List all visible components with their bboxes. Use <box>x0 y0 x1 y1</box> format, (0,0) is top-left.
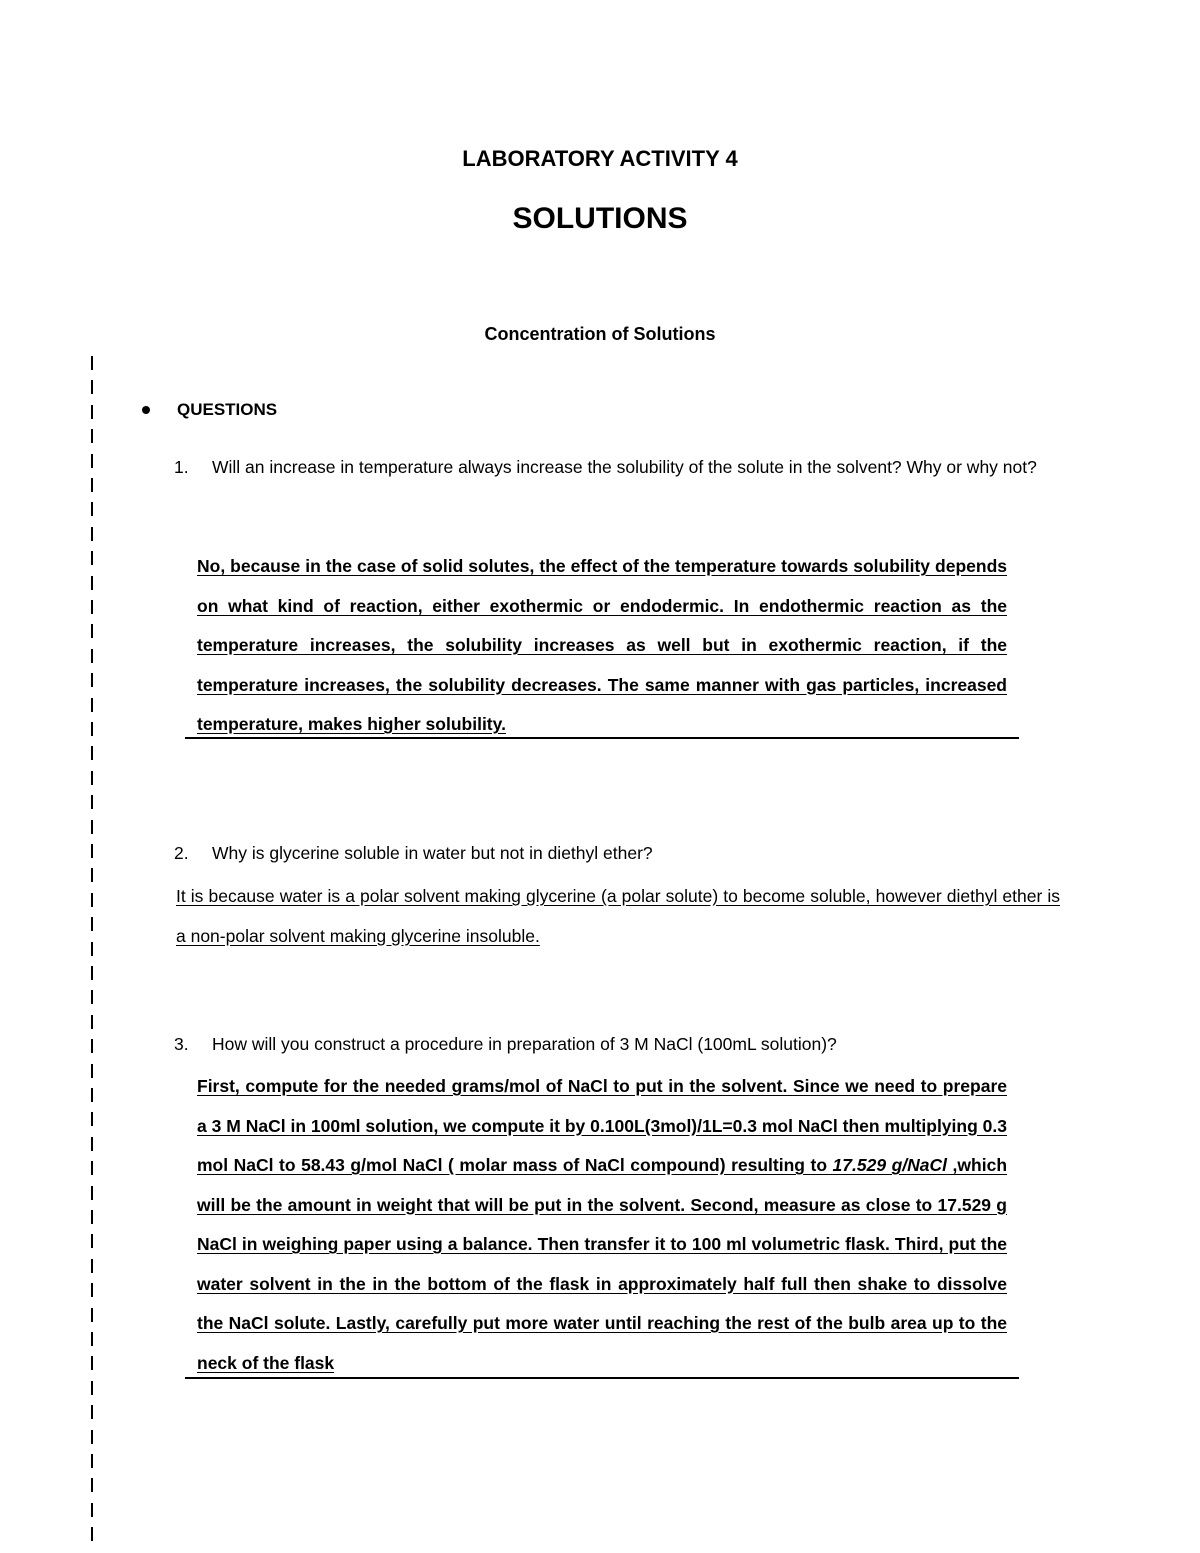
question-text: How will you construct a procedure in preparation of 3 M NaCl (100mL solution)? <box>212 1034 837 1054</box>
change-bar-mark <box>91 1308 93 1322</box>
change-bar-mark <box>91 990 93 1004</box>
revision-change-bar <box>89 356 95 1546</box>
change-bar-mark <box>91 844 93 858</box>
change-bar-mark <box>91 1088 93 1102</box>
change-bar-mark <box>91 454 93 468</box>
answer-underline-rule <box>185 737 1019 739</box>
question-3 <box>174 1030 1064 1058</box>
change-bar-mark <box>91 942 93 956</box>
change-bar-mark <box>91 1015 93 1029</box>
answer-text <box>197 1067 1007 1383</box>
question-number: 2. <box>174 843 189 863</box>
change-bar-mark <box>91 600 93 614</box>
answer-underline-rule <box>185 1377 1019 1379</box>
change-bar-mark <box>91 893 93 907</box>
change-bar-mark <box>91 576 93 590</box>
question-2 <box>174 839 1064 867</box>
bullet-icon <box>142 406 150 414</box>
change-bar-mark <box>91 1259 93 1273</box>
answer-text-part: First, compute for the needed grams/mol of NaCl to put in the solvent. Since we need to prepare a 3 M NaCl in 100ml solution, we compute it by 0.100L(3mol)/1L=0.3 mol NaCl then multiplying 0.3 mol NaCl to 58.43 g/mol NaCl ( molar mass of NaCl compound) resulting to <box>197 1076 1007 1175</box>
answer-emphasis: 17.529 g/NaCl <box>832 1155 948 1175</box>
change-bar-mark <box>91 868 93 882</box>
change-bar-mark <box>91 1064 93 1078</box>
change-bar-mark <box>91 1381 93 1395</box>
change-bar-mark <box>91 1356 93 1370</box>
change-bar-mark <box>91 380 93 394</box>
answer-2 <box>176 877 1060 956</box>
change-bar-mark <box>91 1527 93 1541</box>
change-bar-mark <box>91 1405 93 1419</box>
change-bar-mark <box>91 405 93 419</box>
change-bar-mark <box>91 1186 93 1200</box>
change-bar-mark <box>91 429 93 443</box>
section-subtitle: Concentration of Solutions <box>484 324 716 344</box>
question-number: 3. <box>174 1034 189 1054</box>
change-bar-mark <box>91 356 93 370</box>
question-number: 1. <box>174 457 189 477</box>
change-bar-mark <box>91 502 93 516</box>
change-bar-mark <box>91 1112 93 1126</box>
change-bar-mark <box>91 1478 93 1492</box>
questions-heading-label: QUESTIONS <box>177 400 278 419</box>
change-bar-mark <box>91 1503 93 1517</box>
answer-text: No, because in the case of solid solutes, the effect of the temperature towards solubility depends on what kind of reaction, either exothermic or endodermic. In endothermic reaction as the temperature increases, the solubility increases as well but in exothermic reaction, if the temperature increases, the solubility decreases. The same manner with gas particles, increased temperature, makes higher solubility. <box>197 556 1007 734</box>
change-bar-mark <box>91 1234 93 1248</box>
change-bar-mark <box>91 1430 93 1444</box>
lab-activity-title: LABORATORY ACTIVITY 4 <box>462 146 738 171</box>
change-bar-mark <box>91 1332 93 1346</box>
change-bar-mark <box>91 1210 93 1224</box>
change-bar-mark <box>91 1137 93 1151</box>
answer-1 <box>197 547 1007 745</box>
change-bar-mark <box>91 478 93 492</box>
change-bar-mark <box>91 1039 93 1053</box>
question-text: Why is glycerine soluble in water but not in diethyl ether? <box>212 843 653 863</box>
change-bar-mark <box>91 624 93 638</box>
change-bar-mark <box>91 820 93 834</box>
change-bar-mark <box>91 746 93 760</box>
question-1 <box>174 453 1064 481</box>
change-bar-mark <box>91 1454 93 1468</box>
answer-text-part: ,which will be the amount in weight that will be put in the solvent. Second, measure as close to 17.529 g NaCl in weighing paper using a balance. Then transfer it to 100 ml volumetric flask. Third, put the water solvent in the in the bottom of the flask in approximately half full then shake to dissolve the NaCl solute. Lastly, carefully put more water until reaching the rest of the bulb area up to the neck of the flask <box>197 1155 1008 1373</box>
change-bar-mark <box>91 795 93 809</box>
change-bar-mark <box>91 649 93 663</box>
answer-3 <box>197 1067 1007 1383</box>
change-bar-mark <box>91 1283 93 1297</box>
change-bar-mark <box>91 673 93 687</box>
answer-text: It is because water is a polar solvent making glycerine (a polar solute) to become soluble, however diethyl ether is a non-polar solvent making glycerine insoluble. <box>176 886 1060 946</box>
change-bar-mark <box>91 917 93 931</box>
change-bar-mark <box>91 771 93 785</box>
change-bar-mark <box>91 698 93 712</box>
change-bar-mark <box>91 966 93 980</box>
change-bar-mark <box>91 527 93 541</box>
change-bar-mark <box>91 551 93 565</box>
change-bar-mark <box>91 1161 93 1175</box>
page-title: SOLUTIONS <box>512 202 688 235</box>
question-text: Will an increase in temperature always increase the solubility of the solute in the solvent? Why or why not? <box>212 457 1037 477</box>
change-bar-mark <box>91 722 93 736</box>
